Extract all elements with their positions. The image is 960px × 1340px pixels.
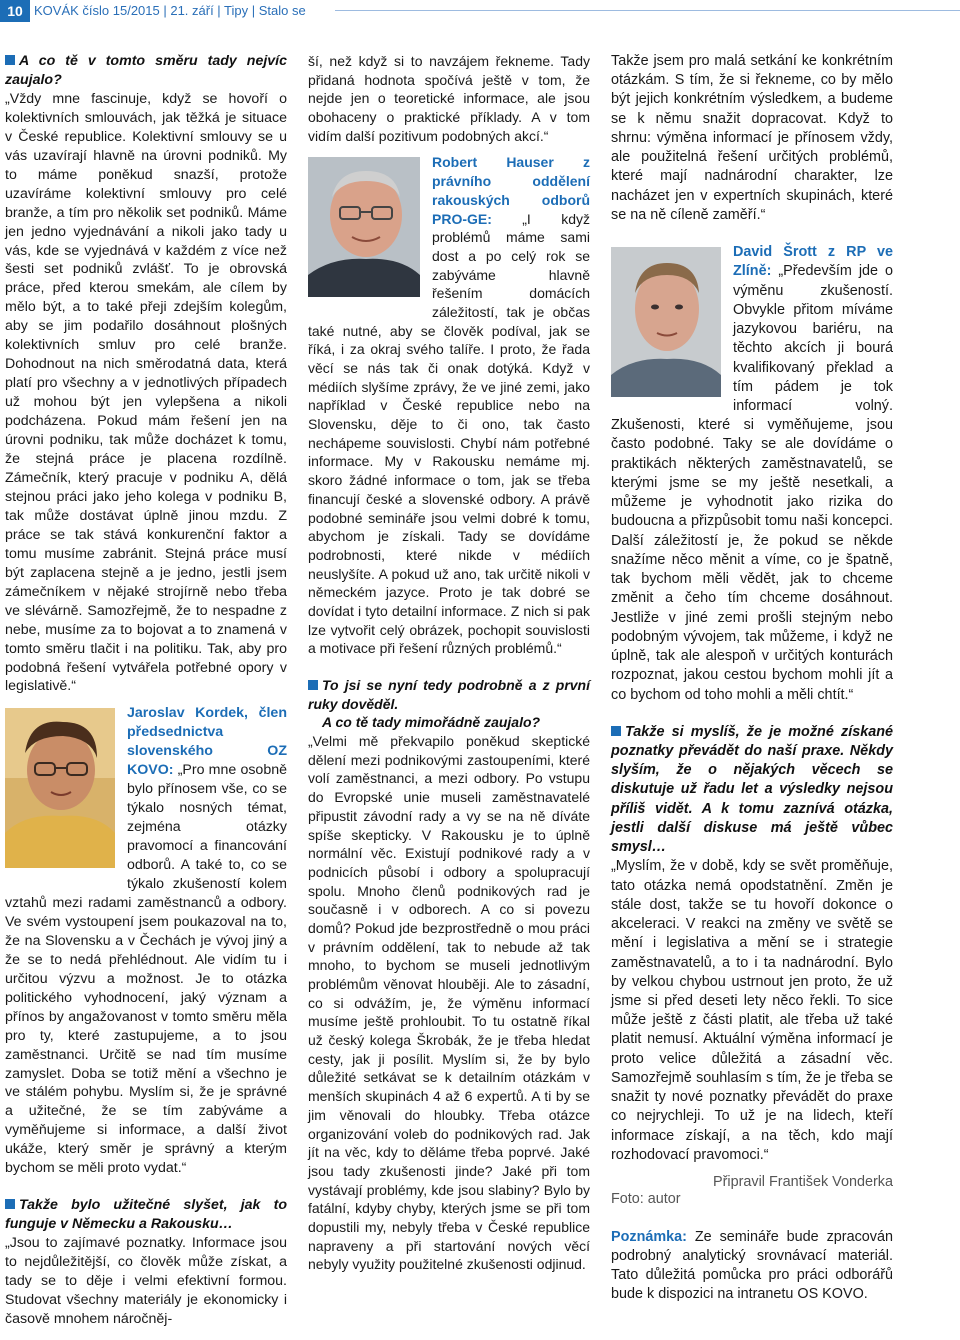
answer-paragraph: Takže jsem pro malá setkání ke konkrétním otázkám. S tím, že si řekneme, co by mělo být jejich konkrétním výsledkem, a budeme se k němu snažit dopracovat. Když to shrnu: výměna informací je přínosem vždy, ale použitelná řešení určitých problémů, které mají nadnárodní charakter, lze nacházet jen v expertních skupinách, které se na ně cíleně zaměří.“ [611, 53, 893, 223]
portrait-photo-kordek [5, 708, 115, 874]
speaker-statement: „Pro mne osobně bylo přínosem vše, co se týkalo nosných témat, zejména otázky pravomocí a financování odborů. A také to, co se týkalo zkušeností kolem vztahů mezi radami zaměstnanců a odbory. Ve svém vystoupení jsem poukazoval na to, že na Slovensku a v Čechách je vývoj jiný a že se to nedá přehlédnout. Ale vidím tu i určitou výzvu a možnost. Je to otázka politického vyhodnocení, jaký význam a přínos by angažovanost v tomto směru měla pro ty, které zastupujeme, a to jsou zaměstnanci. Určitě se nad tím musíme zamyslet. Doba se totiž mění a všechno je ve stálém pohybu. Myslím si, že je správné a užitečné, že se tím zabýváme a vyměňujeme si informace, a další život ukáže, který směr je správný a kterým bychom se měli proto vydat.“ [5, 762, 287, 1177]
bullet-square-icon [5, 1199, 15, 1209]
column-2 [308, 52, 590, 1274]
speaker-statement: „Především jde o výměnu zkušeností. Obvykle přitom míváme jazykovou bariéru, na těchto akcích ji bourá kvalifikovaný překlad a tím pádem je tok informací volný. Zkušenosti, které si vyměňujeme, jsou často podobné. Taky se ale dovídáme o praktikách některých zaměstnavatelů, se kterými jsme se my ještě nesetkali, a můžeme je vyhodnotit jako rizika do budoucna a přizpůsobit tomu naši koncepci. Další záležitostí je, že pokud se někde snažíme něco měnit a víme, co je špatně, tak bychom měli vědět, jak to chceme změnit a čeho tím chceme dosáhnout. Jestliže v jiné zemi prošli stejným nebo podobným vývojem, tak můžeme, i když ne úplně, tak ale alespoň v určitých konturách rozpoznat, jakou cestou bychom mohli jít a co bychom od toho mohli a měli chtít.“ [611, 263, 893, 703]
bullet-square-icon [611, 726, 621, 736]
page-header [0, 0, 960, 24]
speaker-block [5, 704, 287, 1178]
note-label: Poznámka: [611, 1228, 687, 1245]
bullet-square-icon [5, 55, 15, 65]
page-number: 10 [0, 0, 30, 22]
answer-paragraph: „Jsou to zajímavé poznatky. Informace jsou to nejdůležitější, co člověk může získat, a tady se to děje i velmi efektivní formou. Studovat všechny materiály je ekonomicky i časově mnohem náročněj- [5, 1235, 287, 1327]
speaker-block [308, 153, 590, 658]
portrait-photo-hauser [308, 157, 420, 302]
question-heading: Takže si myslíš, že je možné získané poznatky převádět do naší praxe. Někdy slyším, že o nějakých věcech se diskutuje už řadu let a výsledky nejsou příliš vidět. A k tomu zaznívá otázka, jestli další diskuse má ještě vůbec smysl… [611, 723, 893, 856]
note-block [611, 1228, 893, 1305]
byline: Připravil František Vonderka [713, 1174, 893, 1191]
note-text: Ze semináře bude zpracován podrobný analytický srovnávací materiál. Tato důležitá pomůcka pro práci odborářů bude k dispozici na intranetu OS KOVO. [611, 1228, 893, 1303]
answer-paragraph: „Velmi mě překvapilo poněkud skeptické dělení mezi podnikovými zastoupeními, které volí zaměstnanci, a mezi odbory. Po vstupu do Evropské unie museli zaměstnavatelé připustit závodní rady a vy se na ně díváte spíše skepticky. V Rakousku je to úplně normální věc. Existují podnikové rady a v podnicích působí i odbory a spolupracují spolu. Mnoho členů podnikových rad je současně i v odborech. A co si povezu domů? Pokud jde bezprostředně o mou práci v právním oddělení, tak to nebude až tak mnoho, to bychom se museli jednotlivým problémům věnovat hlouběji. Ale to zásadní, co si odvážím, je, že výměnu informací musíme ještě prohloubit. To tu ostatně říkal už český kolega Škrobák, že je třeba hledat cesty, jak ji posílit. Myslím si, že by bylo důležité setkávat se k detailním otázkám v menších skupinách 4 až 6 expertů. A ti by se jim věnovali do hloubky. Třeba otázce organizování voleb do podnikových rad. Jak jít na věc, kdy to děláme třeba poprvé. Jaké jsou tady zkušenosti jinde? Jaké při tom vystávají problémy, kde jsou slabiny? Bylo by fatální, kdyby chyby, kterých jsme se při tom dopustili my, nebyly třeba v České republice napraveny a při startování nových věcí nebyly využity použitelné zkušenosti odjinud. [308, 733, 590, 1273]
speaker-statement: „I když problémů máme sami dost a po celý rok se zabýváme hlavně řešením domácích záležitostí, tak je občas také nutné, aby se člověk podíval, jak se říká, i za okraj svého talíře. I proto, že řada věcí se nás tak či onak dotýká. Když v médiích slyšíme zprávy, že ve jiné zemi, jako například v České republice nebo na Slovensku, děje to či ono, tak často nechápeme souvislosti. Chybí nám potřebné informace. My v Rakousku nemáme mj. skoro žádné informace o tom, jak se třeba financují české a slovenské odbory. A právě podobné semináře jsou velmi dobré k tomu, abychom je získali. Tady se dovídáme podrobnosti, které nikde v médiích neuslyšíte. A pokud už ano, tak určitě nikoli v německém jazyce. Proto je tak dobré se dovídat i tyto detailní informace. Z nich si pak lze vytvořit celý obrázek, pochopit souvislosti a motivace při řešení různých problémů.“ [308, 210, 590, 657]
bullet-square-icon [308, 680, 318, 690]
answer-paragraph: ší, než když si to navzájem řekneme. Tady přidaná hodnota spočívá ještě v tom, že nejde jen o teoretické informace, ale jsou obohaceny o praktické příklady. A v tom vidím další pozitivum podobných akcí.“ [308, 53, 590, 144]
running-title: KOVÁK číslo 15/2015 | 21. září | Tipy | Stalo se [34, 3, 306, 18]
header-rule [335, 10, 960, 11]
speaker-name: Jaroslav Kordek, člen předsednictva slovenského OZ KOVO: [127, 705, 287, 779]
speaker-block [611, 243, 893, 705]
speaker-name: Robert Hauser z právního oddělení rakouských odborů PRO-GE: [432, 154, 590, 227]
answer-paragraph: „Vždy mne fascinuje, když se hovoří o kolektivních smlouvách, jak těžká je situace v České republice. Kolektivní smlouvy se u vás uzavírají hlavně na úrovni podniků. My to máme poněkud snazší, protože uzavíráme kolektivní smlouvy pro celé branže, a tím pro několik set podniků. Máme jen jedno vyjednávání a nikoli jako tady u vás, kde se vyjednává v každém z více než šesti set podniků zvlášť. To je obrovská práce, před kterou smekám, ale cílem by mělo být, a to také přeji zdejším kolegům, aby se jim podařilo dosáhnout plošných kolektivních smluv pro celé branže. Dohodnout na nich směrodatná data, která platí pro všechny a v jednotlivých případech už mohou být jen vylepšena a nikoli podcházena. Pokud mám řešení jen na úrovni podniku, tak může docházet k tomu, že stejná práce je placena rozdílně. Zámečník, který pracuje v podniku A, dělá stejnou práci jako jeho kolega v podniku B, tak může dostávat úplně jinou mzdu. Z práce se tak stává konkurenční faktor a tomu musíme zabránit. Stejná práce musí být zaplacena stejně a je jedno, jestli jsem zámečníkem v nějaké strojírně nebo třeba ve slévárně. Samozřejmě, že to nespadne z nebe, musíme za to bojovat a to znamená v tomto směru tlačit i na politiku. Tak, aby pro podobná řešení vytvářela potřebné opory v legislativě.“ [5, 90, 287, 695]
portrait-photo-srott [611, 247, 721, 403]
question-heading: To jsi se nyní tedy podrobně a z první ruky dověděl. A co tě tady mimořádně zaujalo? [308, 677, 590, 731]
column-1 [5, 52, 287, 1329]
photo-credit: Foto: autor [611, 1191, 681, 1208]
speaker-name: David Šrott z RP ve Zlíně: [733, 244, 893, 280]
question-heading: Takže bylo užitečné slyšet, jak to funguje v Německu a Rakousku… [5, 1197, 287, 1233]
question-heading: A co tě v tomto směru tady nejvíc zaujalo? [5, 53, 287, 88]
column-3 [611, 52, 893, 1305]
answer-paragraph: „Myslím, že v době, kdy se svět proměňuje, tato otázka nemá opodstatnění. Změn je stále dost, takže se tu hovoří dokonce o akceleraci. V reakci na změny ve světě se mění i legislativa a mění se i strategie zaměstnavatelů, a to i ta nadnárodní. Bylo by velkou chybou ustrnout jen proto, že už jsme si před deseti lety něco řekli. To sice může ještě z části platit, ale třeba už také platit nemusí. Aktuální výměna informací je proto velice důležitá a zásadní věc. Samozřejmě souhlasím s tím, že je třeba se snažit ty nové poznatky převádět do praxe co nejrychleji. To už je na lidech, kteří informace získají, a na těch, kdo mají rozhodovací pravomoci.“ [611, 858, 893, 1163]
